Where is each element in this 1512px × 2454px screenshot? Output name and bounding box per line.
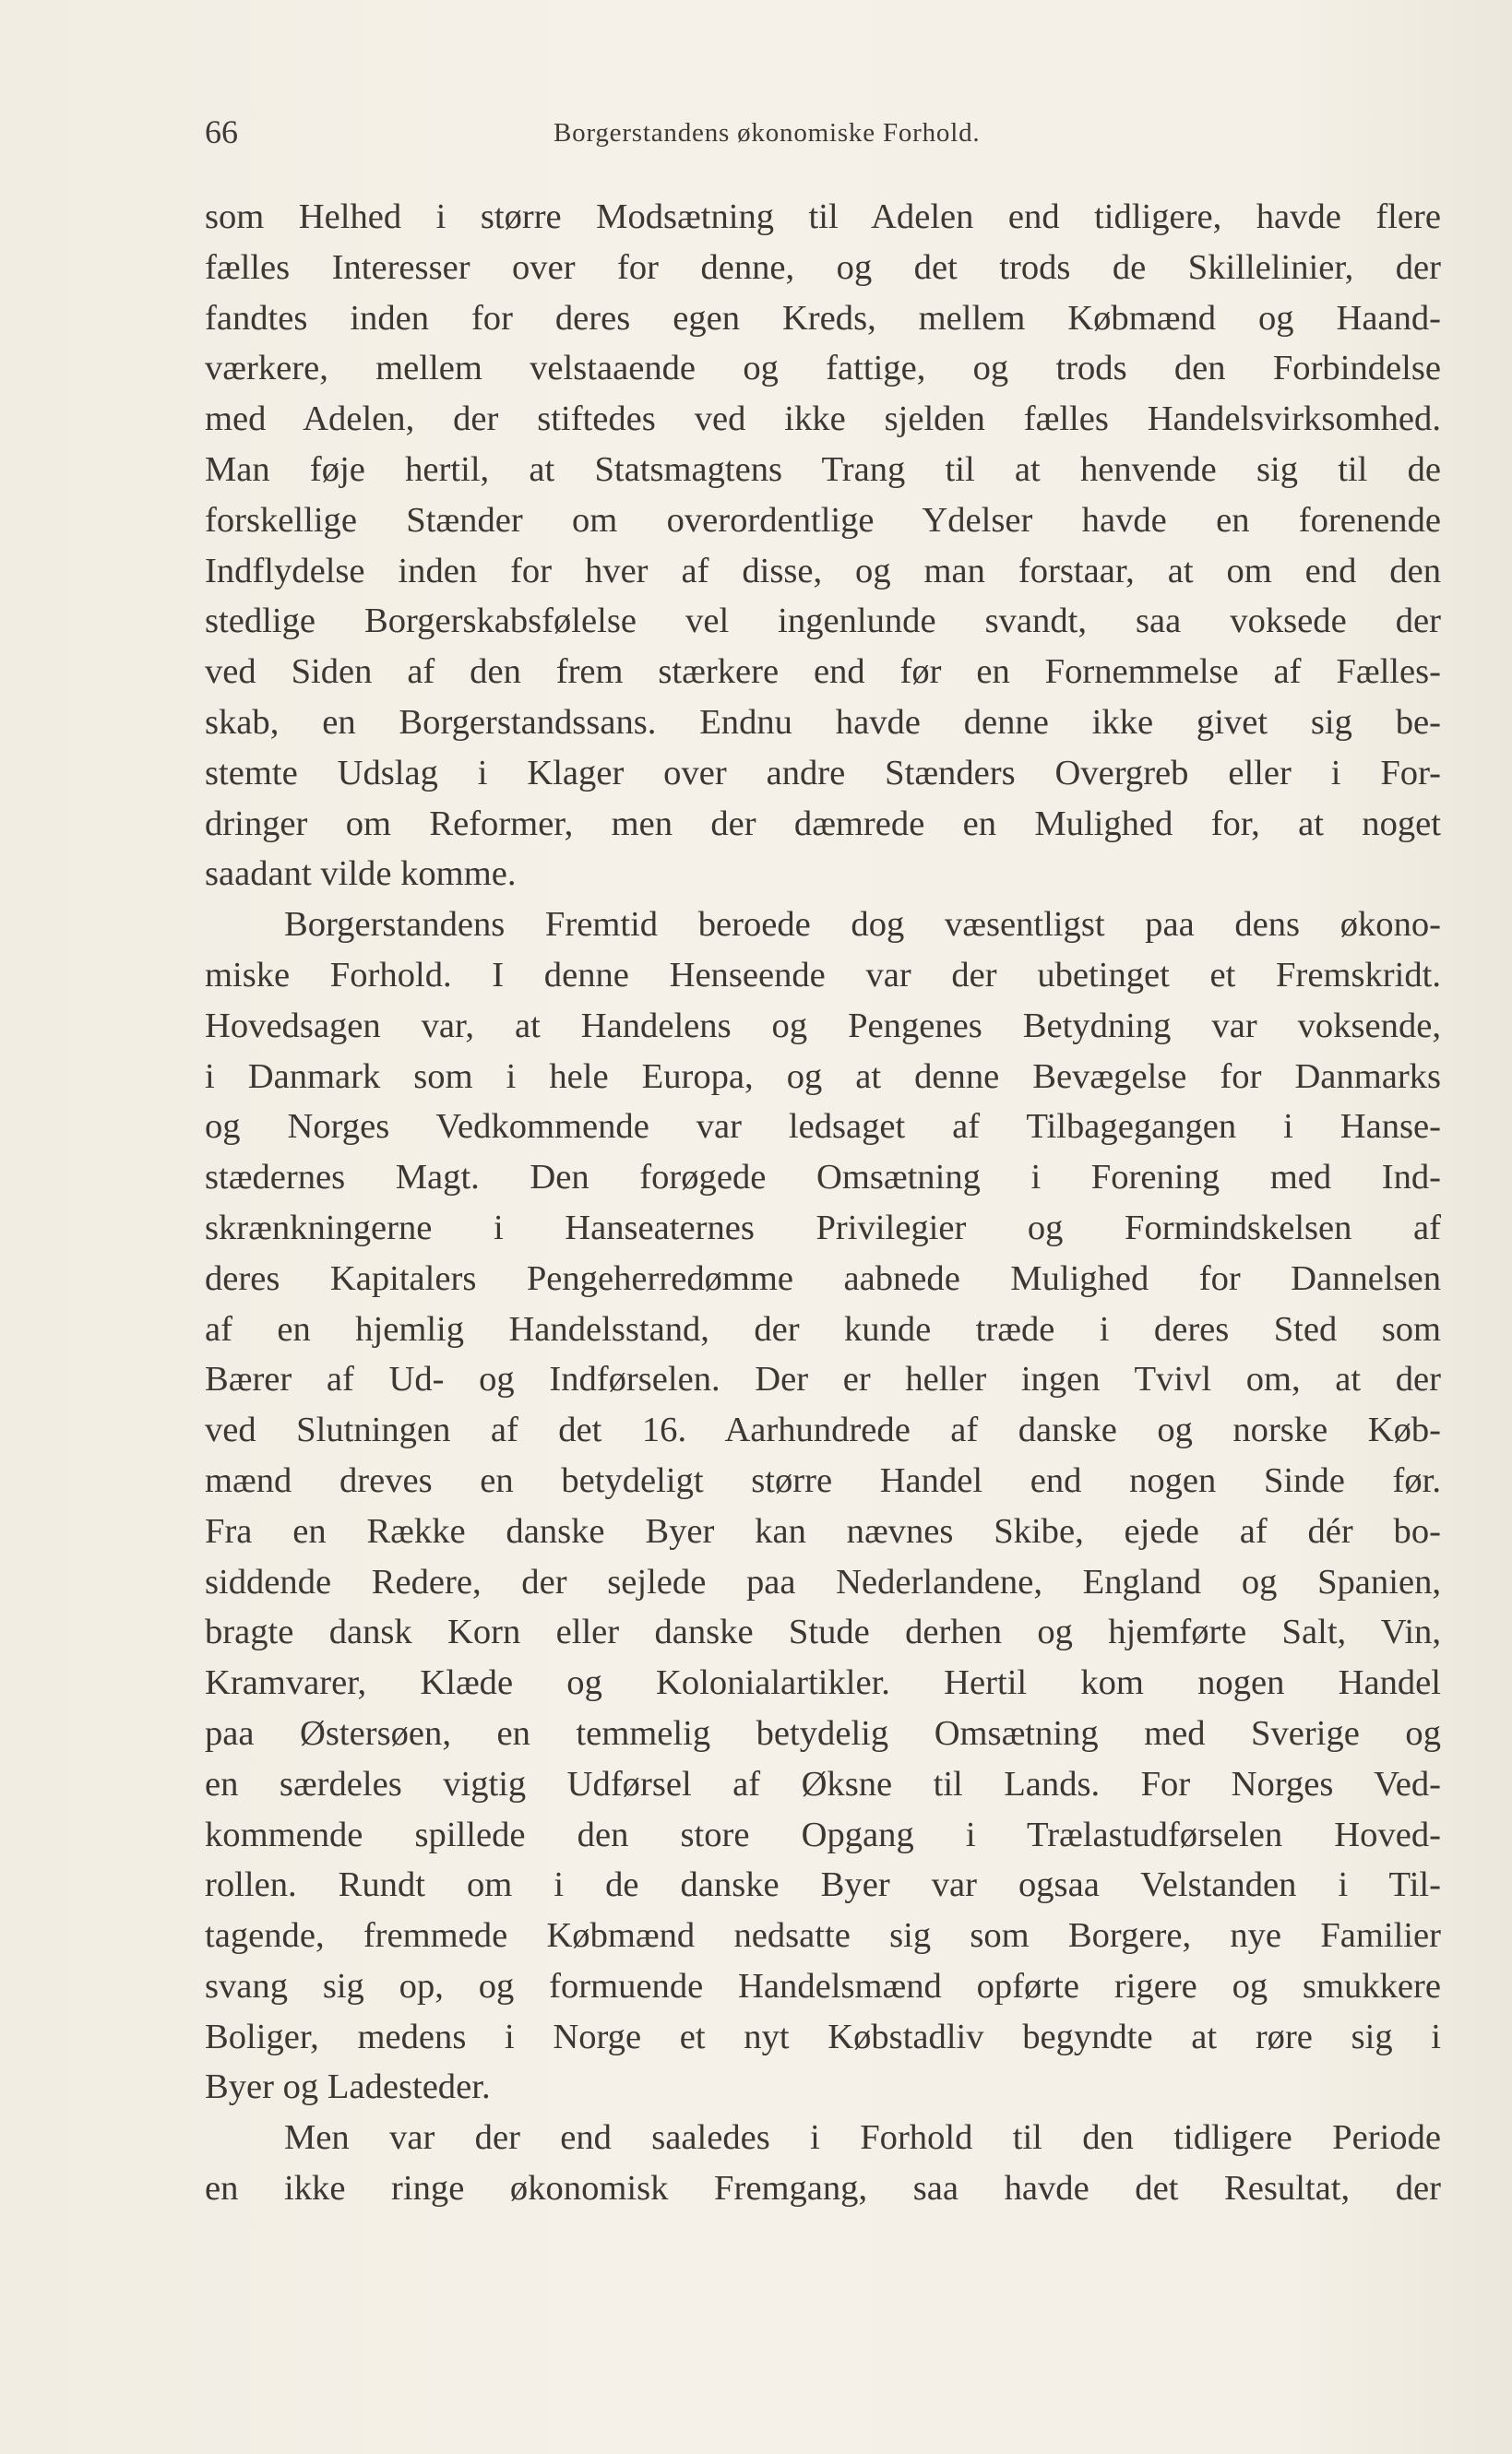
text-line: stædernes Magt. Den forøgede Omsætning i Forening med Ind- <box>205 1158 1441 1197</box>
text-line: i Danmark som i hele Europa, og at denne Bevægelse for Danmarks <box>205 1056 1441 1096</box>
text-line: Byer og Ladesteder. <box>205 2067 491 2107</box>
text-line: forskellige Stænder om overordentlige Ydelser havde en forenende <box>205 500 1441 540</box>
text-line: deres Kapitalers Pengeherredømme aabnede Mulighed for Dannelsen <box>205 1258 1441 1298</box>
text-line: med Adelen, der stiftedes ved ikke sjelden fælles Handelsvirksomhed. <box>205 399 1441 439</box>
text-line: kommende spillede den store Opgang i Trælastudførselen Hoved- <box>205 1815 1441 1854</box>
text-line: paa Østersøen, en temmelig betydelig Omsætning med Sverige og <box>205 1713 1441 1753</box>
text-line: skrænkningerne i Hanseaternes Privilegier og Formindskelsen af <box>205 1208 1441 1247</box>
text-line: Bærer af Ud- og Indførselen. Der er heller ingen Tvivl om, at der <box>205 1360 1441 1400</box>
text-line: miske Forhold. I denne Henseende var der ubetinget et Fremskridt. <box>205 955 1441 995</box>
text-line: Fra en Række danske Byer kan nævnes Skibe, ejede af dér bo- <box>205 1511 1441 1551</box>
text-line: svang sig op, og formuende Handelsmænd opførte rigere og smukkere <box>205 1966 1441 2006</box>
text-line: som Helhed i større Modsætning til Adelen end tidligere, havde flere <box>205 197 1441 236</box>
text-line: Men var der end saaledes i Forhold til den tidligere Periode <box>284 2118 1441 2158</box>
text-line: af en hjemlig Handelsstand, der kunde træde i deres Sted som <box>205 1309 1441 1349</box>
text-line: ved Slutningen af det 16. Aarhundrede af danske og norske Køb- <box>205 1411 1441 1450</box>
text-line: Borgerstandens Fremtid beroede dog væsentligst paa dens økono- <box>284 905 1441 945</box>
text-line: saadant vilde komme. <box>205 854 517 894</box>
text-line: en ikke ringe økonomisk Fremgang, saa havde det Resultat, der <box>205 2169 1441 2209</box>
text-line: tagende, fremmede Købmænd nedsatte sig som Borgere, nye Familier <box>205 1916 1441 1956</box>
text-line: stedlige Borgerskabsfølelse vel ingenlunde svandt, saa voksede der <box>205 602 1441 641</box>
text-line: rollen. Rundt om i de danske Byer var ogsaa Velstanden i Til- <box>205 1865 1441 1905</box>
text-line: dringer om Reformer, men der dæmrede en Mulighed for, at noget <box>205 804 1441 843</box>
running-head: Borgerstandens økonomiske Forhold. <box>554 118 981 148</box>
text-line: stemte Udslag i Klager over andre Stænders Overgreb eller i For- <box>205 753 1441 792</box>
text-line: Boliger, medens i Norge et nyt Købstadliv begyndte at røre sig i <box>205 2017 1441 2056</box>
text-line: ved Siden af den frem stærkere end før en Fornemmelse af Fælles- <box>205 652 1441 692</box>
page-number: 66 <box>205 113 238 150</box>
text-line: Kramvarer, Klæde og Kolonialartikler. Hertil kom nogen Handel <box>205 1663 1441 1703</box>
text-line: Indflydelse inden for hver af disse, og man forstaar, at om end den <box>205 551 1441 590</box>
text-line: skab, en Borgerstandssans. Endnu havde denne ikke givet sig be- <box>205 702 1441 742</box>
page-header <box>205 109 1441 164</box>
text-line: Hovedsagen var, at Handelens og Pengenes Betydning var voksende, <box>205 1006 1441 1045</box>
text-line: bragte dansk Korn eller danske Stude derhen og hjemførte Salt, Vin, <box>205 1613 1441 1652</box>
body-text <box>205 192 1441 2214</box>
text-line: fandtes inden for deres egen Kreds, mellem Købmænd og Haand- <box>205 298 1441 338</box>
text-line: siddende Redere, der sejlede paa Nederlandene, England og Spanien, <box>205 1562 1441 1602</box>
text-line: en særdeles vigtig Udførsel af Øksne til Lands. For Norges Ved- <box>205 1764 1441 1804</box>
text-line: værkere, mellem velstaaende og fattige, og trods den Forbindelse <box>205 349 1441 388</box>
text-line: og Norges Vedkommende var ledsaget af Tilbagegangen i Hanse- <box>205 1107 1441 1147</box>
text-line: fælles Interesser over for denne, og det trods de Skillelinier, der <box>205 247 1441 287</box>
text-line: Man føje hertil, at Statsmagtens Trang til at henvende sig til de <box>205 449 1441 489</box>
text-line: mænd dreves en betydeligt større Handel end nogen Sinde før. <box>205 1460 1441 1500</box>
